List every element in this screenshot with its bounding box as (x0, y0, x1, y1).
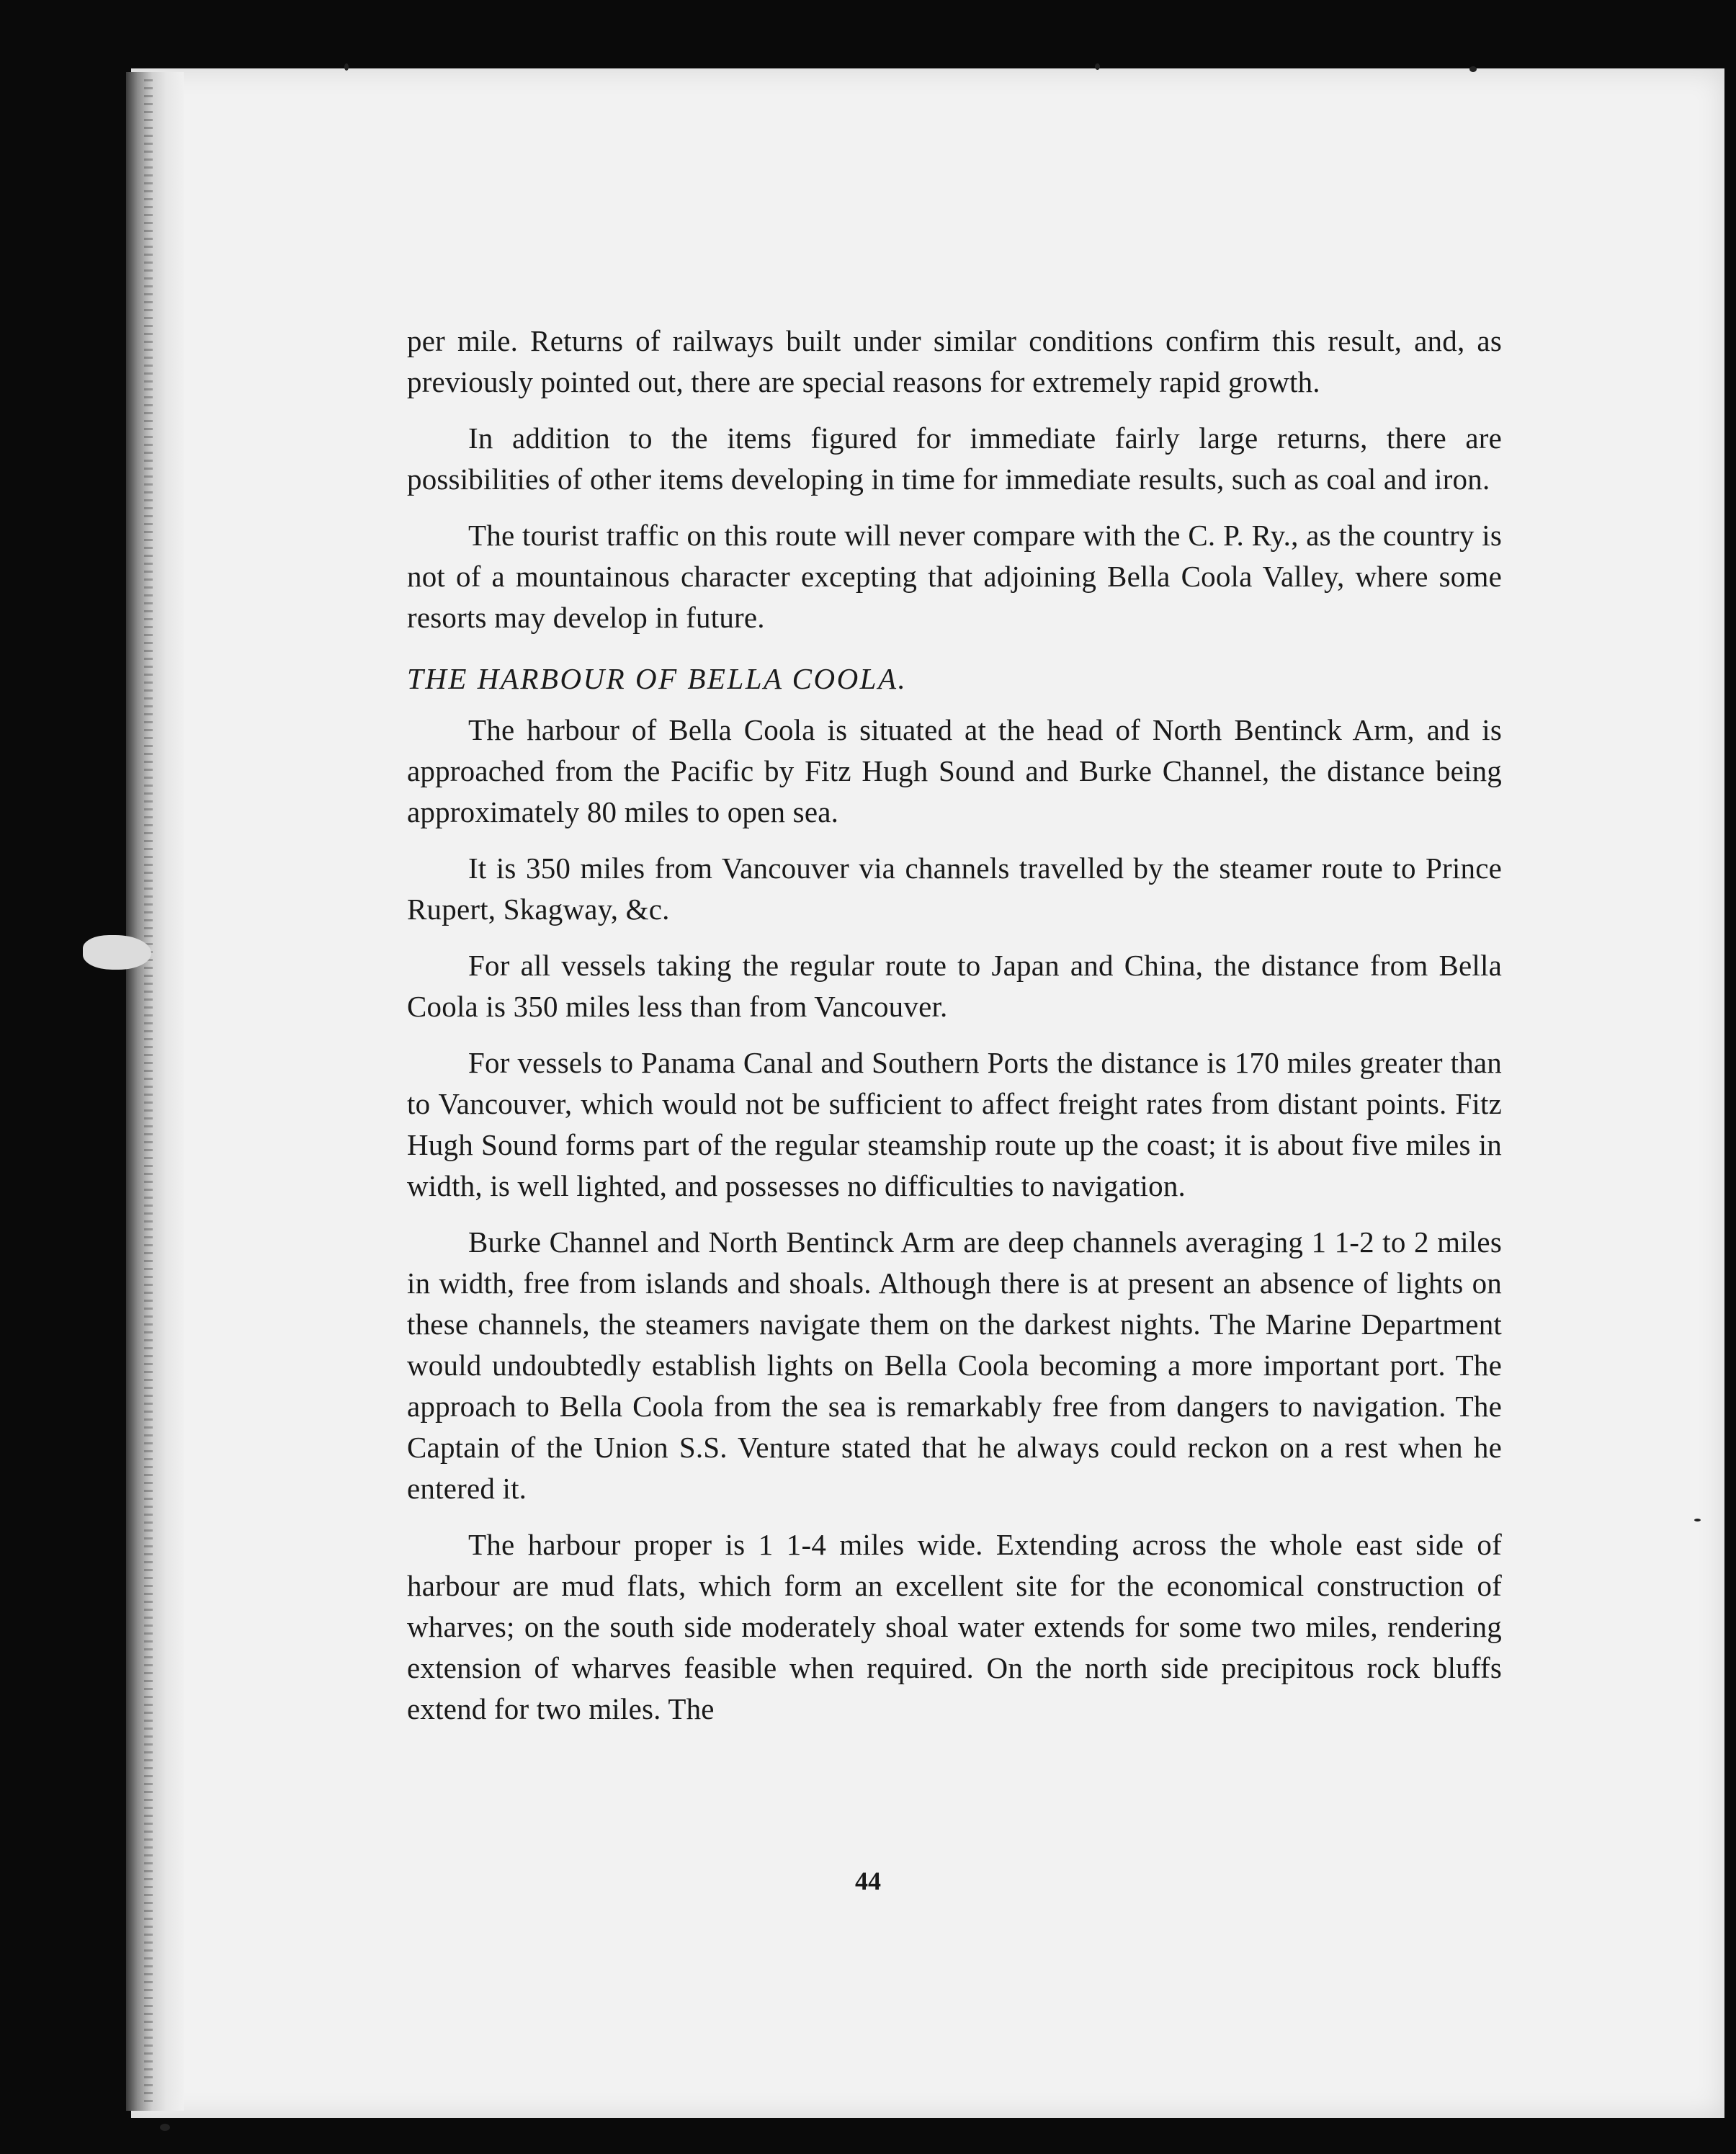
film-speck (1469, 66, 1477, 72)
page-text (407, 321, 1502, 1745)
paragraph: The harbour of Bella Coola is situated at the head of North Bentinck Arm, and is approached from the Pacific by Fitz Hugh Sound and Burke Channel, the distance being approximately 80 miles to open sea. (407, 713, 1502, 828)
film-speck (160, 2124, 170, 2131)
paragraph: Burke Channel and North Bentinck Arm are deep channels averaging 1 1-2 to 2 miles in width, free from islands and shoals. Although there is at present an absence of lights on these channels, the steamers navigate them on the darkest nights. The Marine Department would undoubtedly establish lights on Bella Coola becoming a more important port. The approach to Bella Coola from the sea is remarkably free from dangers to navigation. The Captain of the Union S.S. Venture stated that he always could reckon on a rest when he entered it. (407, 1225, 1502, 1505)
section-heading: THE HARBOUR OF BELLA COOLA. (407, 662, 908, 695)
film-speck (344, 63, 349, 71)
paragraph: In addition to the items figured for immediate fairly large returns, there are possibilities of other items developing in time for immediate results, such as coal and iron. (407, 421, 1502, 496)
paragraph: It is 350 miles from Vancouver via channels travelled by the steamer route to Prince Rupert, Skagway, &c. (407, 852, 1502, 926)
page-number: 44 (855, 1867, 881, 1895)
paragraph: For all vessels taking the regular route to Japan and China, the distance from Bella Coola is 350 miles less than from Vancouver. (407, 949, 1502, 1023)
paragraph: per mile. Returns of railways built under similar conditions confirm this result, and, as previously pointed out, there are special reasons for extremely rapid growth. (407, 324, 1502, 398)
binding-edge (144, 79, 153, 2104)
film-speck (1095, 63, 1100, 70)
film-speck (1694, 1519, 1701, 1521)
page-binding-shadow (126, 72, 184, 2111)
paragraph: The tourist traffic on this route will never compare with the C. P. Ry., as the country is not of a mountainous character excepting that adjoining Bella Coola Valley, where some resorts may develop in future. (407, 519, 1502, 634)
paragraph: For vessels to Panama Canal and Southern Ports the distance is 170 miles greater than to Vancouver, which would not be sufficient to affect freight rates from distant points. Fitz Hugh Sound forms part of the regular steamship route up the coast; it is about five miles in width, is well lighted, and possesses no difficulties to navigation. (407, 1046, 1502, 1202)
paragraph: The harbour proper is 1 1-4 miles wide. Extending across the whole east side of harbour are mud flats, which form an excellent site for the economical construction of wharves; on the south side moderately shoal water extends for some two miles, rendering extension of wharves feasible when required. On the north side precipitous rock bluffs extend for two miles. The (407, 1528, 1502, 1725)
page-tab-mark (83, 935, 151, 970)
